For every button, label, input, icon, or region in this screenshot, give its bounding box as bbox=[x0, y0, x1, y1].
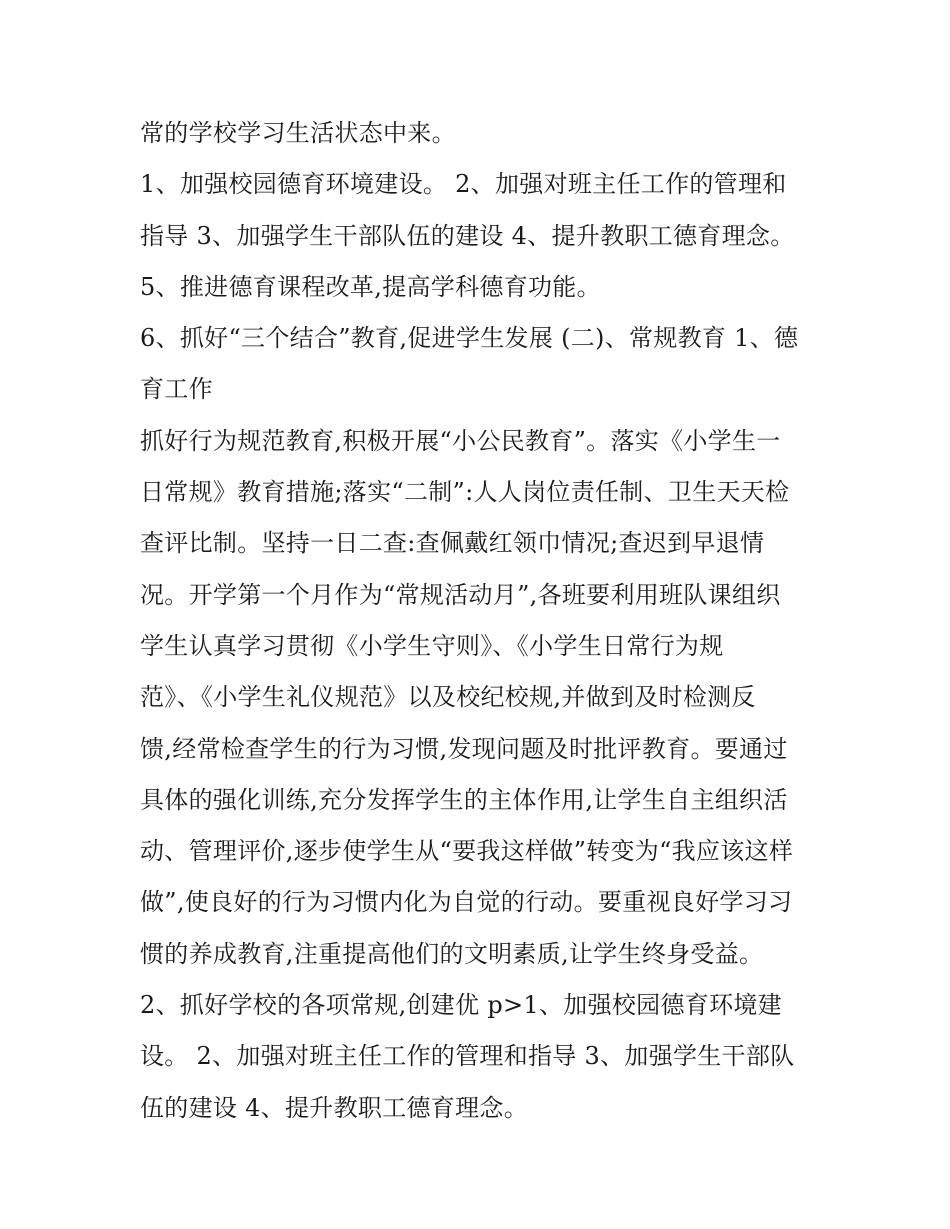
text-line: 6、抓好“三个结合”教育,促进学生发展 (二)、常规教育 1、德 bbox=[140, 324, 799, 353]
text-line: 设。 2、加强对班主任工作的管理和指导 3、加强学生干部队 bbox=[140, 1042, 795, 1071]
text-line: 况。开学第一个月作为“常规活动月”,各班要利用班队课组织 bbox=[140, 580, 781, 609]
text-line: 1、加强校园德育环境建设。 2、加强对班主任工作的管理和 bbox=[140, 170, 787, 199]
document-body bbox=[140, 108, 820, 1134]
text-line: 动、管理评价,逐步使学生从“要我这样做”转变为“我应该这样 bbox=[140, 837, 794, 866]
text-line: 范》、《小学生礼仪规范》以及校纪校规,并做到及时检测反 bbox=[140, 683, 756, 712]
text-line: 育工作 bbox=[140, 375, 213, 404]
text-line: 学生认真学习贯彻《小学生守则》、《小学生日常行为规 bbox=[140, 631, 724, 660]
text-line: 查评比制。坚持一日二查:查佩戴红领巾情况;查迟到早退情 bbox=[140, 529, 765, 558]
text-line: 惯的养成教育,注重提高他们的文明素质,让学生终身受益。 bbox=[140, 939, 764, 968]
text-line: 5、推进德育课程改革,提高学科德育功能。 bbox=[140, 272, 601, 301]
text-line: 指导 3、加强学生干部队伍的建设 4、提升教职工德育理念。 bbox=[140, 221, 795, 250]
text-line: 具体的强化训练,充分发挥学生的主体作用,让学生自主组织活 bbox=[140, 785, 788, 814]
text-line: 做”,使良好的行为习惯内化为自觉的行动。要重视良好学习习 bbox=[140, 888, 793, 917]
text-line: 伍的建设 4、提升教职工德育理念。 bbox=[140, 1093, 528, 1122]
text-line: 馈,经常检查学生的行为习惯,发现问题及时批评教育。要通过 bbox=[140, 734, 788, 763]
text-line: 抓好行为规范教育,积极开展“小公民教育”。落实《小学生一 bbox=[140, 426, 781, 455]
text-line: 2、抓好学校的各项常规,创建优 p>1、加强校园德育环境建 bbox=[140, 991, 782, 1020]
text-line: 常的学校学习生活状态中来。 bbox=[140, 119, 456, 147]
text-line: 日常规》教育措施;落实“二制”:人人岗位责任制、卫生天天检 bbox=[140, 478, 790, 507]
